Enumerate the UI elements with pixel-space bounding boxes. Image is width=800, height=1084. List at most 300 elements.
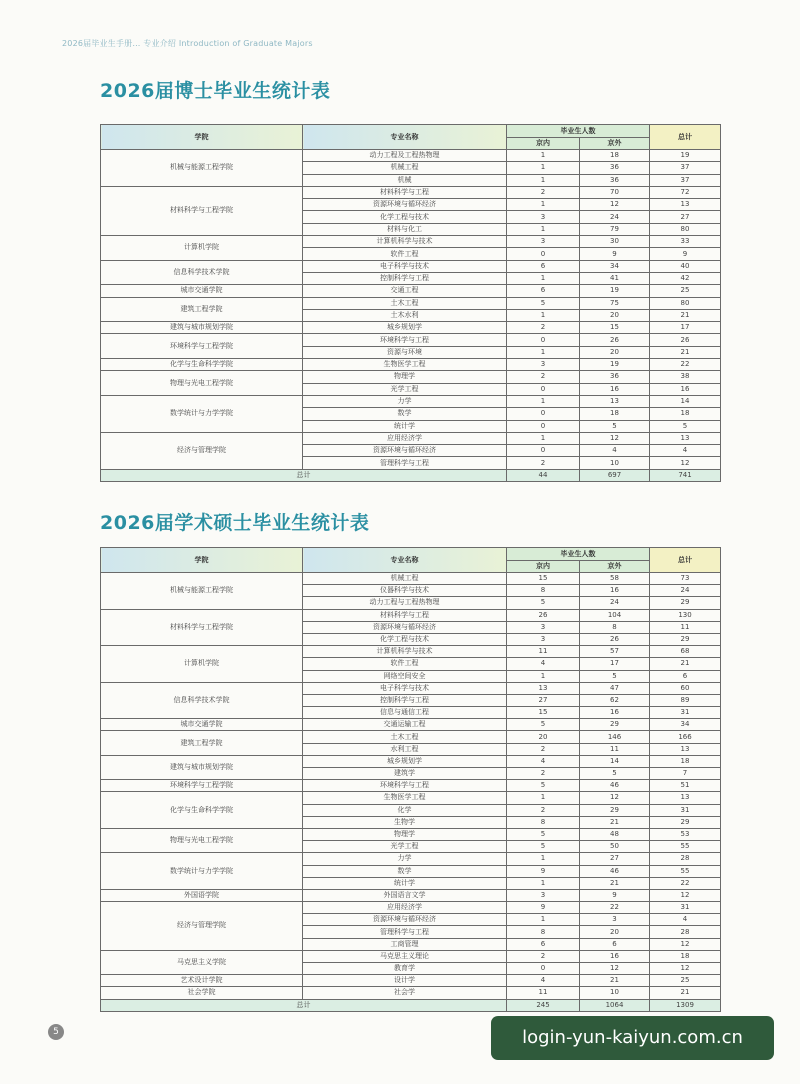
college-cell: 经济与管理学院 bbox=[101, 432, 303, 469]
outside-cell: 48 bbox=[580, 828, 650, 840]
table-row bbox=[101, 609, 721, 621]
total-cell: 73 bbox=[650, 573, 721, 585]
outside-cell: 24 bbox=[580, 597, 650, 609]
college-cell: 信息科学技术学院 bbox=[101, 682, 303, 719]
beijing-cell: 1 bbox=[507, 792, 580, 804]
college-cell: 物理与光电工程学院 bbox=[101, 371, 303, 396]
total-cell: 55 bbox=[650, 865, 721, 877]
major-cell: 软件工程 bbox=[303, 658, 507, 670]
outside-cell: 10 bbox=[580, 457, 650, 469]
outside-cell: 12 bbox=[580, 432, 650, 444]
outside-cell: 17 bbox=[580, 658, 650, 670]
outside-cell: 3 bbox=[580, 914, 650, 926]
college-cell: 艺术设计学院 bbox=[101, 975, 303, 987]
outside-cell: 18 bbox=[580, 150, 650, 162]
major-cell: 应用经济学 bbox=[303, 902, 507, 914]
table-row bbox=[101, 150, 721, 162]
total-cell: 29 bbox=[650, 633, 721, 645]
beijing-cell: 8 bbox=[507, 585, 580, 597]
beijing-cell: 1 bbox=[507, 877, 580, 889]
major-cell: 材料科学与工程 bbox=[303, 609, 507, 621]
beijing-cell: 13 bbox=[507, 682, 580, 694]
major-cell: 机械 bbox=[303, 174, 507, 186]
total-cell: 42 bbox=[650, 272, 721, 284]
beijing-cell: 27 bbox=[507, 694, 580, 706]
beijing-cell: 1 bbox=[507, 223, 580, 235]
major-cell: 电子科学与技术 bbox=[303, 682, 507, 694]
table-row bbox=[101, 889, 721, 901]
total-cell: 4 bbox=[650, 445, 721, 457]
total-cell: 53 bbox=[650, 828, 721, 840]
outside-cell: 24 bbox=[580, 211, 650, 223]
total-cell: 166 bbox=[650, 731, 721, 743]
college-cell: 经济与管理学院 bbox=[101, 902, 303, 951]
major-cell: 教育学 bbox=[303, 963, 507, 975]
major-cell: 管理科学与工程 bbox=[303, 926, 507, 938]
total-cell: 28 bbox=[650, 926, 721, 938]
total-cell: 24 bbox=[650, 585, 721, 597]
outside-cell: 13 bbox=[580, 395, 650, 407]
total-cell: 27 bbox=[650, 211, 721, 223]
outside-cell: 10 bbox=[580, 987, 650, 999]
outside-cell: 57 bbox=[580, 646, 650, 658]
major-cell: 城乡规划学 bbox=[303, 755, 507, 767]
total-outside: 1064 bbox=[580, 999, 650, 1011]
major-cell: 外国语言文学 bbox=[303, 889, 507, 901]
outside-cell: 5 bbox=[580, 768, 650, 780]
beijing-cell: 1 bbox=[507, 199, 580, 211]
total-cell: 68 bbox=[650, 646, 721, 658]
total-cell: 9 bbox=[650, 248, 721, 260]
master-statistics-table bbox=[100, 547, 721, 1012]
page-header: 2026届毕业生手册… 专业介绍 Introduction of Graduate Majors bbox=[62, 39, 313, 48]
outside-cell: 41 bbox=[580, 272, 650, 284]
outside-cell: 19 bbox=[580, 285, 650, 297]
outside-cell: 47 bbox=[580, 682, 650, 694]
beijing-cell: 1 bbox=[507, 432, 580, 444]
table-row bbox=[101, 682, 721, 694]
total-cell: 4 bbox=[650, 914, 721, 926]
beijing-cell: 8 bbox=[507, 926, 580, 938]
beijing-cell: 3 bbox=[507, 211, 580, 223]
total-cell: 25 bbox=[650, 975, 721, 987]
total-cell: 18 bbox=[650, 755, 721, 767]
total-cell: 18 bbox=[650, 950, 721, 962]
outside-cell: 79 bbox=[580, 223, 650, 235]
total-cell: 22 bbox=[650, 359, 721, 371]
total-cell: 25 bbox=[650, 285, 721, 297]
total-outside: 697 bbox=[580, 469, 650, 481]
total-cell: 80 bbox=[650, 297, 721, 309]
phd-table-title: 2026届博士毕业生统计表 bbox=[100, 80, 331, 102]
outside-cell: 26 bbox=[580, 334, 650, 346]
total-cell: 21 bbox=[650, 346, 721, 358]
total-label: 总计 bbox=[101, 999, 507, 1011]
major-cell: 动力工程及工程热物理 bbox=[303, 150, 507, 162]
outside-header: 京外 bbox=[580, 138, 650, 150]
outside-cell: 16 bbox=[580, 950, 650, 962]
major-cell: 计算机科学与技术 bbox=[303, 236, 507, 248]
table-row bbox=[101, 236, 721, 248]
beijing-cell: 2 bbox=[507, 457, 580, 469]
college-cell: 城市交通学院 bbox=[101, 719, 303, 731]
college-cell: 材料科学与工程学院 bbox=[101, 186, 303, 235]
outside-cell: 146 bbox=[580, 731, 650, 743]
beijing-cell: 0 bbox=[507, 248, 580, 260]
total-cell: 37 bbox=[650, 174, 721, 186]
table-row bbox=[101, 285, 721, 297]
beijing-cell: 3 bbox=[507, 889, 580, 901]
major-cell: 化学工程与技术 bbox=[303, 211, 507, 223]
outside-cell: 11 bbox=[580, 743, 650, 755]
total-cell: 6 bbox=[650, 670, 721, 682]
college-cell: 信息科学技术学院 bbox=[101, 260, 303, 285]
total-sum: 741 bbox=[650, 469, 721, 481]
total-cell: 26 bbox=[650, 334, 721, 346]
total-cell: 55 bbox=[650, 841, 721, 853]
outside-cell: 30 bbox=[580, 236, 650, 248]
major-cell: 电子科学与技术 bbox=[303, 260, 507, 272]
total-cell: 51 bbox=[650, 780, 721, 792]
outside-cell: 16 bbox=[580, 585, 650, 597]
outside-cell: 22 bbox=[580, 902, 650, 914]
beijing-cell: 15 bbox=[507, 707, 580, 719]
beijing-cell: 1 bbox=[507, 670, 580, 682]
outside-cell: 14 bbox=[580, 755, 650, 767]
table-row bbox=[101, 297, 721, 309]
outside-cell: 58 bbox=[580, 573, 650, 585]
major-cell: 数学 bbox=[303, 408, 507, 420]
total-sum: 1309 bbox=[650, 999, 721, 1011]
total-beijing: 44 bbox=[507, 469, 580, 481]
major-cell: 工商管理 bbox=[303, 938, 507, 950]
major-cell: 仪器科学与技术 bbox=[303, 585, 507, 597]
beijing-cell: 20 bbox=[507, 731, 580, 743]
beijing-cell: 5 bbox=[507, 841, 580, 853]
major-cell: 交通工程 bbox=[303, 285, 507, 297]
outside-cell: 46 bbox=[580, 780, 650, 792]
outside-cell: 16 bbox=[580, 383, 650, 395]
major-cell: 生物医学工程 bbox=[303, 792, 507, 804]
major-header: 专业名称 bbox=[303, 125, 507, 150]
table-row bbox=[101, 780, 721, 792]
outside-cell: 36 bbox=[580, 371, 650, 383]
beijing-cell: 4 bbox=[507, 975, 580, 987]
major-cell: 机械工程 bbox=[303, 573, 507, 585]
table-row bbox=[101, 395, 721, 407]
total-cell: 31 bbox=[650, 902, 721, 914]
table-row bbox=[101, 432, 721, 444]
major-cell: 生物学 bbox=[303, 816, 507, 828]
beijing-cell: 9 bbox=[507, 865, 580, 877]
outside-cell: 8 bbox=[580, 621, 650, 633]
outside-cell: 21 bbox=[580, 975, 650, 987]
college-cell: 建筑与城市规划学院 bbox=[101, 755, 303, 779]
outside-cell: 19 bbox=[580, 359, 650, 371]
outside-cell: 6 bbox=[580, 938, 650, 950]
major-cell: 环境科学与工程 bbox=[303, 780, 507, 792]
major-cell: 水利工程 bbox=[303, 743, 507, 755]
total-header: 总计 bbox=[650, 548, 721, 573]
beijing-cell: 5 bbox=[507, 719, 580, 731]
major-cell: 力学 bbox=[303, 395, 507, 407]
table-row bbox=[101, 260, 721, 272]
total-cell: 12 bbox=[650, 889, 721, 901]
major-cell: 资源环境与循环经济 bbox=[303, 621, 507, 633]
total-cell: 16 bbox=[650, 383, 721, 395]
outside-cell: 36 bbox=[580, 174, 650, 186]
major-cell: 化学 bbox=[303, 804, 507, 816]
beijing-cell: 26 bbox=[507, 609, 580, 621]
outside-cell: 29 bbox=[580, 719, 650, 731]
major-cell: 化学工程与技术 bbox=[303, 633, 507, 645]
beijing-cell: 4 bbox=[507, 658, 580, 670]
table-row bbox=[101, 322, 721, 334]
major-cell: 机械工程 bbox=[303, 162, 507, 174]
major-cell: 交通运输工程 bbox=[303, 719, 507, 731]
beijing-cell: 3 bbox=[507, 621, 580, 633]
major-cell: 网络空间安全 bbox=[303, 670, 507, 682]
major-cell: 光学工程 bbox=[303, 383, 507, 395]
beijing-cell: 6 bbox=[507, 938, 580, 950]
college-cell: 化学与生命科学学院 bbox=[101, 359, 303, 371]
total-cell: 19 bbox=[650, 150, 721, 162]
beijing-cell: 5 bbox=[507, 297, 580, 309]
beijing-cell: 5 bbox=[507, 828, 580, 840]
major-cell: 计算机科学与技术 bbox=[303, 646, 507, 658]
college-cell: 计算机学院 bbox=[101, 646, 303, 683]
outside-cell: 9 bbox=[580, 889, 650, 901]
outside-cell: 21 bbox=[580, 877, 650, 889]
table-row bbox=[101, 719, 721, 731]
beijing-cell: 0 bbox=[507, 408, 580, 420]
beijing-cell: 1 bbox=[507, 346, 580, 358]
outside-cell: 34 bbox=[580, 260, 650, 272]
major-cell: 统计学 bbox=[303, 877, 507, 889]
major-cell: 材料科学与工程 bbox=[303, 186, 507, 198]
beijing-cell: 2 bbox=[507, 186, 580, 198]
total-cell: 7 bbox=[650, 768, 721, 780]
major-cell: 材料与化工 bbox=[303, 223, 507, 235]
college-header: 学院 bbox=[101, 548, 303, 573]
outside-cell: 46 bbox=[580, 865, 650, 877]
major-cell: 物理学 bbox=[303, 371, 507, 383]
table-row bbox=[101, 792, 721, 804]
total-beijing: 245 bbox=[507, 999, 580, 1011]
major-cell: 资源环境与循环经济 bbox=[303, 445, 507, 457]
outside-cell: 21 bbox=[580, 816, 650, 828]
total-cell: 40 bbox=[650, 260, 721, 272]
total-cell: 11 bbox=[650, 621, 721, 633]
total-header: 总计 bbox=[650, 125, 721, 150]
outside-cell: 5 bbox=[580, 670, 650, 682]
major-cell: 城乡规划学 bbox=[303, 322, 507, 334]
total-cell: 34 bbox=[650, 719, 721, 731]
major-cell: 管理科学与工程 bbox=[303, 457, 507, 469]
major-cell: 土木水利 bbox=[303, 309, 507, 321]
beijing-cell: 2 bbox=[507, 768, 580, 780]
college-cell: 材料科学与工程学院 bbox=[101, 609, 303, 646]
major-cell: 动力工程与工程热物理 bbox=[303, 597, 507, 609]
major-header: 专业名称 bbox=[303, 548, 507, 573]
table-row bbox=[101, 731, 721, 743]
college-cell: 马克思主义学院 bbox=[101, 950, 303, 974]
major-cell: 资源与环境 bbox=[303, 346, 507, 358]
total-cell: 14 bbox=[650, 395, 721, 407]
beijing-cell: 0 bbox=[507, 383, 580, 395]
total-cell: 5 bbox=[650, 420, 721, 432]
college-cell: 环境科学与工程学院 bbox=[101, 780, 303, 792]
college-cell: 计算机学院 bbox=[101, 236, 303, 261]
outside-cell: 70 bbox=[580, 186, 650, 198]
major-cell: 生物医学工程 bbox=[303, 359, 507, 371]
major-cell: 资源环境与循环经济 bbox=[303, 199, 507, 211]
total-cell: 130 bbox=[650, 609, 721, 621]
beijing-cell: 1 bbox=[507, 162, 580, 174]
major-cell: 软件工程 bbox=[303, 248, 507, 260]
outside-cell: 12 bbox=[580, 792, 650, 804]
beijing-cell: 9 bbox=[507, 902, 580, 914]
total-cell: 21 bbox=[650, 658, 721, 670]
major-cell: 信息与通信工程 bbox=[303, 707, 507, 719]
beijing-cell: 3 bbox=[507, 633, 580, 645]
college-cell: 社会学院 bbox=[101, 987, 303, 999]
outside-cell: 18 bbox=[580, 408, 650, 420]
beijing-cell: 2 bbox=[507, 804, 580, 816]
beijing-cell: 3 bbox=[507, 359, 580, 371]
table-row bbox=[101, 573, 721, 585]
total-cell: 29 bbox=[650, 597, 721, 609]
total-cell: 31 bbox=[650, 707, 721, 719]
total-cell: 38 bbox=[650, 371, 721, 383]
total-cell: 13 bbox=[650, 792, 721, 804]
total-cell: 72 bbox=[650, 186, 721, 198]
table-row bbox=[101, 853, 721, 865]
college-cell: 建筑工程学院 bbox=[101, 731, 303, 755]
total-cell: 17 bbox=[650, 322, 721, 334]
college-cell: 环境科学与工程学院 bbox=[101, 334, 303, 359]
total-cell: 12 bbox=[650, 938, 721, 950]
major-cell: 控制科学与工程 bbox=[303, 694, 507, 706]
total-cell: 33 bbox=[650, 236, 721, 248]
beijing-cell: 4 bbox=[507, 755, 580, 767]
beijing-cell: 1 bbox=[507, 272, 580, 284]
total-row bbox=[101, 469, 721, 481]
outside-cell: 104 bbox=[580, 609, 650, 621]
college-cell: 机械与能源工程学院 bbox=[101, 573, 303, 610]
total-cell: 21 bbox=[650, 987, 721, 999]
beijing-cell: 1 bbox=[507, 150, 580, 162]
outside-cell: 12 bbox=[580, 199, 650, 211]
beijing-cell: 2 bbox=[507, 371, 580, 383]
table-row bbox=[101, 975, 721, 987]
college-cell: 数学统计与力学学院 bbox=[101, 853, 303, 890]
major-cell: 设计学 bbox=[303, 975, 507, 987]
beijing-cell: 1 bbox=[507, 174, 580, 186]
major-cell: 土木工程 bbox=[303, 297, 507, 309]
college-header: 学院 bbox=[101, 125, 303, 150]
major-cell: 资源环境与循环经济 bbox=[303, 914, 507, 926]
college-cell: 机械与能源工程学院 bbox=[101, 150, 303, 187]
college-cell: 外国语学院 bbox=[101, 889, 303, 901]
outside-cell: 12 bbox=[580, 963, 650, 975]
grads-header: 毕业生人数 bbox=[507, 125, 650, 138]
outside-cell: 16 bbox=[580, 707, 650, 719]
table-row bbox=[101, 186, 721, 198]
table-row bbox=[101, 987, 721, 999]
phd-statistics-table bbox=[100, 124, 721, 482]
outside-cell: 75 bbox=[580, 297, 650, 309]
total-cell: 18 bbox=[650, 408, 721, 420]
college-cell: 建筑工程学院 bbox=[101, 297, 303, 322]
beijing-cell: 1 bbox=[507, 853, 580, 865]
table-row bbox=[101, 359, 721, 371]
beijing-cell: 6 bbox=[507, 260, 580, 272]
major-cell: 环境科学与工程 bbox=[303, 334, 507, 346]
major-cell: 数学 bbox=[303, 865, 507, 877]
major-cell: 物理学 bbox=[303, 828, 507, 840]
major-cell: 土木工程 bbox=[303, 731, 507, 743]
beijing-header: 京内 bbox=[507, 561, 580, 573]
beijing-cell: 0 bbox=[507, 420, 580, 432]
total-cell: 12 bbox=[650, 963, 721, 975]
table-row bbox=[101, 950, 721, 962]
beijing-cell: 2 bbox=[507, 743, 580, 755]
beijing-cell: 1 bbox=[507, 395, 580, 407]
total-cell: 37 bbox=[650, 162, 721, 174]
outside-cell: 62 bbox=[580, 694, 650, 706]
total-cell: 29 bbox=[650, 816, 721, 828]
total-cell: 22 bbox=[650, 877, 721, 889]
outside-cell: 15 bbox=[580, 322, 650, 334]
outside-cell: 20 bbox=[580, 346, 650, 358]
major-cell: 控制科学与工程 bbox=[303, 272, 507, 284]
table-row bbox=[101, 646, 721, 658]
total-cell: 12 bbox=[650, 457, 721, 469]
grads-header: 毕业生人数 bbox=[507, 548, 650, 561]
college-cell: 数学统计与力学学院 bbox=[101, 395, 303, 432]
outside-cell: 26 bbox=[580, 633, 650, 645]
total-cell: 13 bbox=[650, 743, 721, 755]
outside-cell: 20 bbox=[580, 309, 650, 321]
total-row bbox=[101, 999, 721, 1011]
total-label: 总计 bbox=[101, 469, 507, 481]
major-cell: 应用经济学 bbox=[303, 432, 507, 444]
beijing-cell: 15 bbox=[507, 573, 580, 585]
beijing-cell: 5 bbox=[507, 597, 580, 609]
college-cell: 建筑与城市规划学院 bbox=[101, 322, 303, 334]
beijing-cell: 8 bbox=[507, 816, 580, 828]
beijing-cell: 2 bbox=[507, 322, 580, 334]
table-row bbox=[101, 828, 721, 840]
major-cell: 社会学 bbox=[303, 987, 507, 999]
beijing-cell: 11 bbox=[507, 987, 580, 999]
beijing-cell: 5 bbox=[507, 780, 580, 792]
outside-cell: 9 bbox=[580, 248, 650, 260]
beijing-cell: 6 bbox=[507, 285, 580, 297]
beijing-cell: 2 bbox=[507, 950, 580, 962]
total-cell: 31 bbox=[650, 804, 721, 816]
major-cell: 马克思主义理论 bbox=[303, 950, 507, 962]
beijing-cell: 3 bbox=[507, 236, 580, 248]
major-cell: 光学工程 bbox=[303, 841, 507, 853]
total-cell: 21 bbox=[650, 309, 721, 321]
beijing-cell: 0 bbox=[507, 963, 580, 975]
outside-cell: 29 bbox=[580, 804, 650, 816]
watermark-banner: login-yun-kaiyun.com.cn bbox=[491, 1016, 774, 1060]
outside-cell: 36 bbox=[580, 162, 650, 174]
total-cell: 13 bbox=[650, 199, 721, 211]
